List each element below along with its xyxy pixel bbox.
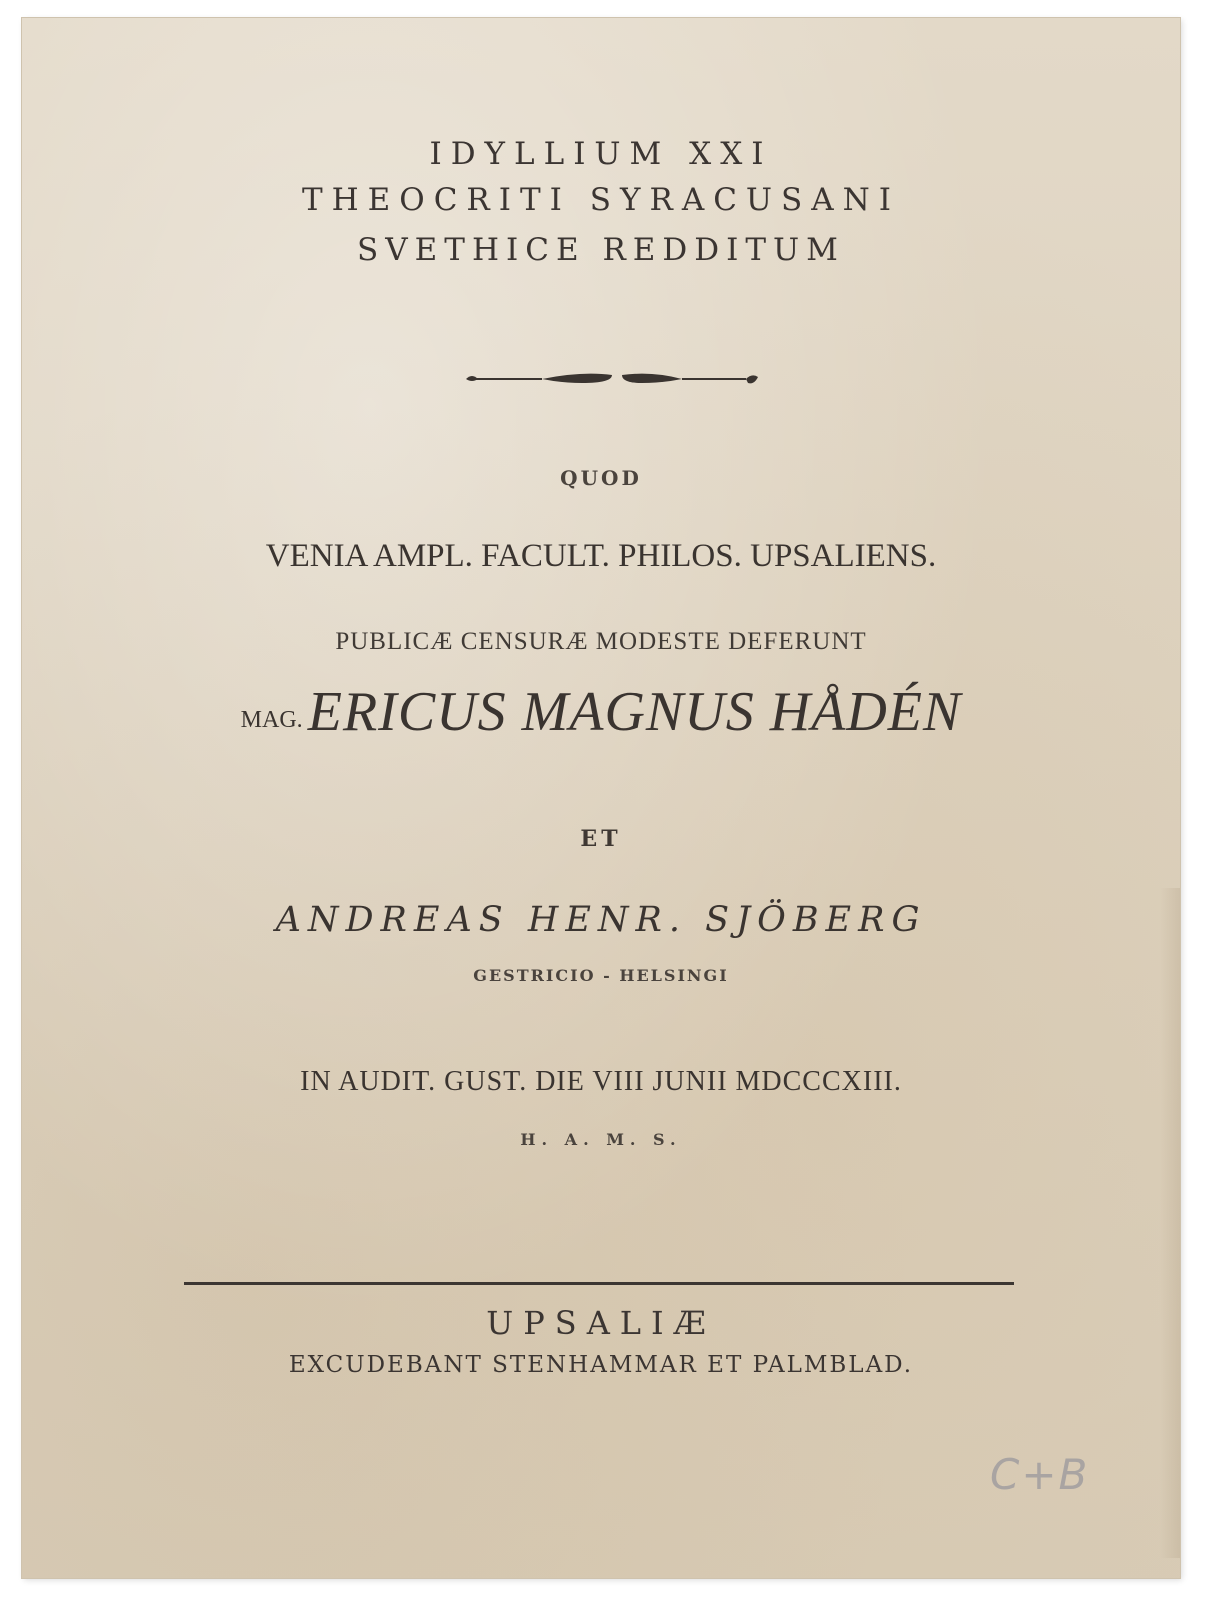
title-line-1: IDYLLIUM XXI bbox=[429, 136, 773, 172]
hams-text: H. A. M. S. bbox=[520, 1130, 682, 1149]
title-page bbox=[22, 18, 1180, 1578]
ornament-divider bbox=[462, 361, 762, 397]
praeses-line bbox=[22, 680, 1180, 744]
praeses-prefix: MAG. bbox=[240, 707, 303, 733]
quod-text: QUOD bbox=[560, 466, 642, 490]
disputation-date: IN AUDIT. GUST. DIE VIII JUNII MDCCCXIII. bbox=[300, 1066, 902, 1097]
publicae-line: PUBLICÆ CENSURÆ MODESTE DEFERUNT bbox=[335, 628, 867, 655]
horizontal-rule bbox=[184, 1282, 1014, 1285]
respondens-origin: GESTRICIO - HELSINGI bbox=[473, 966, 729, 985]
respondens-name: ANDREAS HENR. SJÖBERG bbox=[275, 900, 927, 940]
praeses-name: ERICUS MAGNUS HÅDÉN bbox=[307, 681, 962, 743]
imprint-printer: EXCUDEBANT STENHAMMAR ET PALMBLAD. bbox=[288, 1352, 914, 1378]
title-line-3: SVETHICE REDDITUM bbox=[357, 232, 845, 268]
imprint-place: UPSALIÆ bbox=[486, 1304, 716, 1342]
venia-line: VENIA AMPL. FACULT. PHILOS. UPSALIENS. bbox=[265, 538, 937, 574]
title-line-2: THEOCRITI SYRACUSANI bbox=[301, 182, 901, 218]
et-text: ET bbox=[580, 826, 622, 852]
pencil-annotation: C+B bbox=[990, 1450, 1090, 1499]
paper-edge-shadow bbox=[1160, 888, 1180, 1558]
